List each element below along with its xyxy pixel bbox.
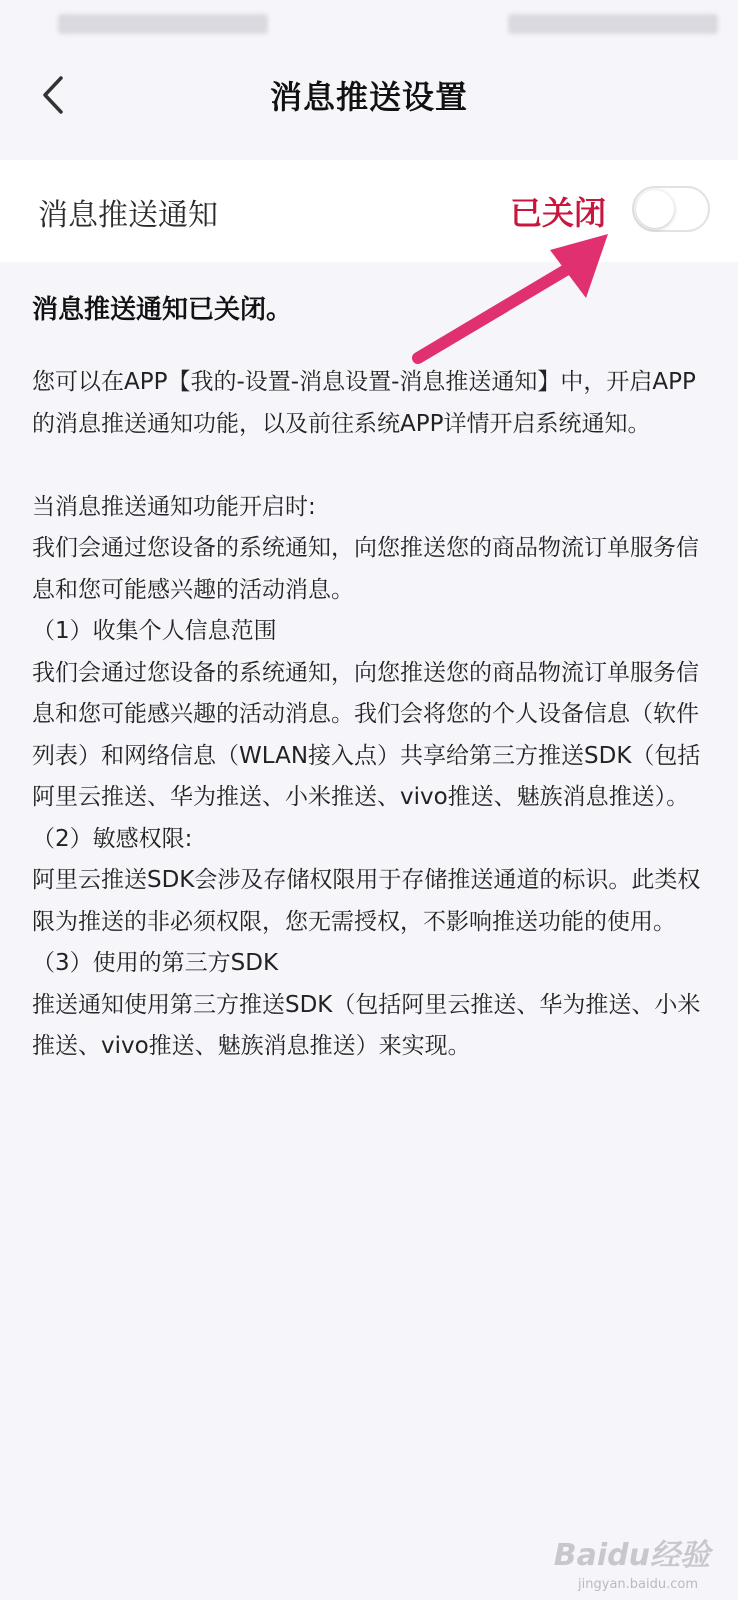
- paragraph-when-enabled: 当消息推送通知功能开启时:: [32, 493, 316, 520]
- section-2-body: 阿里云推送SDK会涉及存储权限用于存储推送通道的标识。此类权限为推送的非必须权限，您无需授权，不影响推送功能的使用。: [32, 867, 701, 935]
- status-bar-right-blur: [508, 14, 718, 34]
- section-1-body: 我们会通过您设备的系统通知，向您推送您的商品物流订单服务信息和您可能感兴趣的活动消息。我们会将您的个人设备信息（软件列表）和网络信息（WLAN接入点）共享给第三方推送SDK（包括阿里云推送、华为推送、小米推送、vivo推送、魅族消息推送）。: [32, 659, 701, 810]
- section-3-body: 推送通知使用第三方推送SDK（包括阿里云推送、华为推送、小米推送、vivo推送、魅族消息推送）来实现。: [32, 991, 701, 1059]
- section-3-title: （3）使用的第三方SDK: [32, 950, 279, 976]
- state-annotation-text: 已关闭: [510, 194, 607, 232]
- watermark-url: jingyan.baidu.com: [578, 1577, 698, 1592]
- push-notification-setting-row: [0, 160, 738, 262]
- page-title: 消息推送设置: [269, 78, 468, 116]
- push-notification-toggle[interactable]: [632, 186, 710, 232]
- paragraph-intro: 您可以在APP【我的-设置-消息设置-消息推送通知】中，开启APP的消息推送通知功能，以及前往系统APP详情开启系统通知。: [32, 369, 696, 437]
- content-heading: 消息推送通知已关闭。: [32, 295, 293, 325]
- status-bar: [0, 0, 738, 50]
- header: [0, 50, 738, 140]
- paragraph-notify-desc: 我们会通过您设备的系统通知，向您推送您的商品物流订单服务信息和您可能感兴趣的活动消息。: [32, 535, 699, 603]
- status-bar-left-blur: [58, 14, 268, 34]
- section-1-title: （1）收集个人信息范围: [32, 618, 277, 644]
- watermark-brand: Baidu经验: [553, 1538, 710, 1573]
- section-2-title: （2）敏感权限:: [32, 825, 193, 852]
- setting-label: 消息推送通知: [38, 198, 218, 233]
- toggle-knob: [636, 190, 674, 228]
- content: [32, 290, 708, 1068]
